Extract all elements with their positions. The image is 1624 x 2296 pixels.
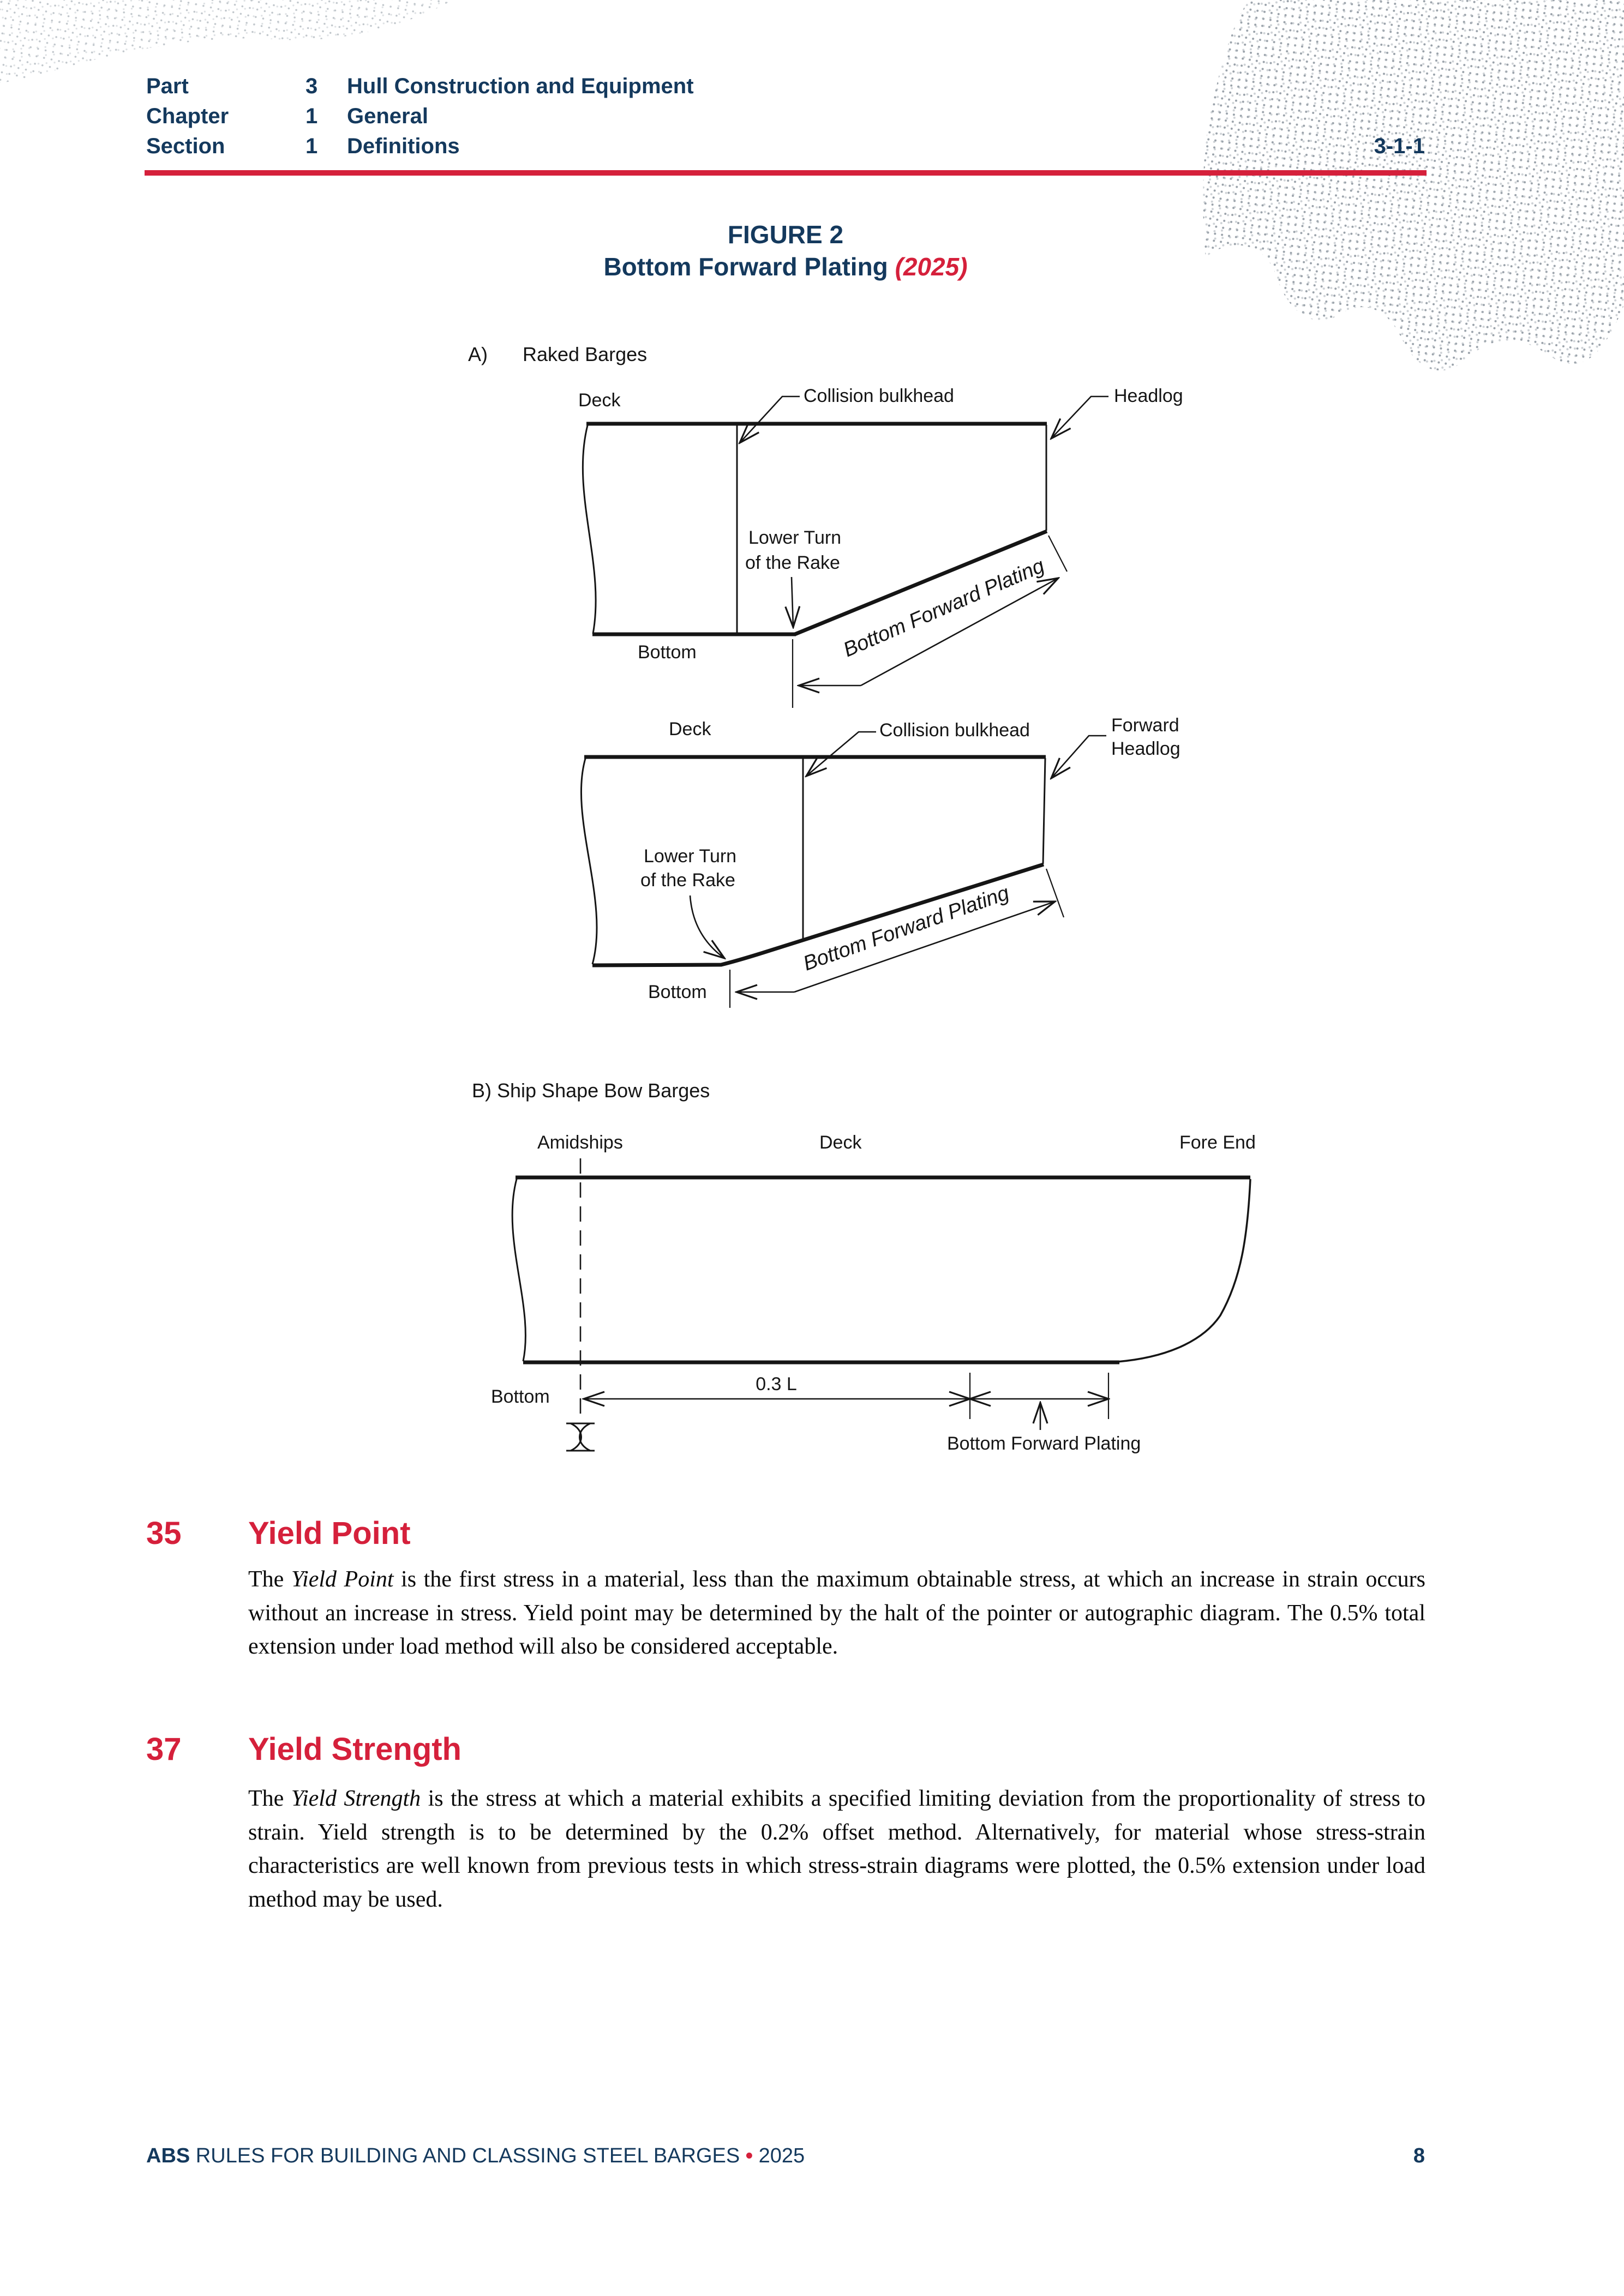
header-row-chapter <box>146 104 428 128</box>
header-chapter-label: Chapter <box>146 104 229 128</box>
footer-year: 2025 <box>753 2144 805 2167</box>
bottom-label: Bottom <box>638 642 697 663</box>
header-row-part <box>146 74 694 98</box>
fore-end-label: Fore End <box>1179 1132 1256 1153</box>
header-row-section <box>146 134 460 158</box>
plating-label: Bottom Forward Plating <box>800 881 1012 976</box>
section-number: 35 <box>146 1516 182 1551</box>
diagram-raked-barge-2 <box>581 715 1180 1008</box>
plating-label: Bottom Forward Plating <box>947 1433 1141 1454</box>
section-35-paragraph <box>248 1563 1425 1664</box>
figure-title: FIGURE 2 <box>727 220 844 249</box>
part-a-title: Raked Barges <box>523 343 648 365</box>
header-part-label: Part <box>146 74 189 98</box>
hull-break-line <box>512 1179 525 1361</box>
deck-label: Deck <box>819 1132 862 1153</box>
forward-headlog-label-2: Headlog <box>1111 738 1180 759</box>
collision-bulkhead-leader <box>806 732 876 776</box>
amidships-symbol-icon <box>566 1423 595 1451</box>
header-part-title: Hull Construction and Equipment <box>347 74 694 98</box>
bow-curve <box>1117 1179 1250 1362</box>
lower-turn-label-2: of the Rake <box>640 870 735 891</box>
paragraph-body: is the stress at which a material exhibits a specified limiting deviation from the proportionality of stress to strain. Yield strength is to be determined by the 0.2% offset method. Alternatively, for material whose stress-strain characteristics are well known from previous tests in which stress-strain diagrams were plotted, the 0.5% extension under load method may be used. <box>248 1786 1425 1912</box>
lower-turn-arrow <box>792 577 793 627</box>
header-section-label: Section <box>146 134 225 158</box>
amidships-label: Amidships <box>537 1132 623 1153</box>
deck-label: Deck <box>578 390 621 411</box>
extension-line <box>1046 869 1064 917</box>
figure-subtitle-text: Bottom Forward Plating <box>603 253 895 281</box>
forward-headlog-leader <box>1051 736 1106 778</box>
dimension-03l-label: 0.3 L <box>756 1374 797 1395</box>
paragraph-lead: The <box>248 1786 284 1811</box>
forward-headlog-label-1: Forward <box>1111 715 1179 736</box>
headlog-label: Headlog <box>1114 386 1183 406</box>
headlog-leader <box>1051 396 1108 438</box>
part-b-title: B) Ship Shape Bow Barges <box>472 1079 710 1102</box>
section-37-heading <box>146 1733 1428 1766</box>
paragraph-lead: The <box>248 1567 284 1592</box>
section-37-paragraph <box>248 1782 1425 1916</box>
hull-break-line <box>581 759 597 964</box>
diagram-raked-barge-1 <box>468 343 1183 708</box>
lower-turn-label-2: of the Rake <box>745 552 840 573</box>
page-number: 8 <box>1413 2144 1425 2167</box>
collision-bulkhead-leader <box>740 396 800 443</box>
deck-label: Deck <box>669 719 711 740</box>
footer-bullet: • <box>745 2144 753 2167</box>
hull-break-line <box>583 425 596 634</box>
paragraph-term: Yield Point <box>291 1567 394 1592</box>
section-title: Yield Point <box>248 1516 411 1551</box>
footer-text: RULES FOR BUILDING AND CLASSING STEEL BARGES <box>190 2144 746 2167</box>
section-title: Yield Strength <box>248 1732 462 1767</box>
extension-line <box>1048 536 1067 572</box>
lower-turn-label-1: Lower Turn <box>748 527 842 548</box>
header-part-number: 3 <box>305 74 318 98</box>
bottom-label: Bottom <box>491 1386 550 1407</box>
section-number: 37 <box>146 1732 182 1767</box>
forward-headlog-line <box>1043 758 1045 864</box>
header-rule <box>145 170 1427 176</box>
collision-bulkhead-label: Collision bulkhead <box>879 720 1030 741</box>
figure-subtitle <box>145 253 1427 280</box>
figure-diagrams <box>447 327 1331 1483</box>
lower-turn-arrow <box>690 895 724 958</box>
bottom-label: Bottom <box>648 982 707 1002</box>
paragraph-body: is the first stress in a material, less than the maximum obtainable stress, at which an increase in strain occurs without an increase in stress. Yield point may be determined by the halt of the pointer or autographic diagram. The 0.5% total extension under load method will also be considered acceptable. <box>248 1567 1425 1659</box>
diagram-ship-shape-bow <box>472 1079 1256 1454</box>
header-section-number: 1 <box>305 134 318 158</box>
header-section-title: Definitions <box>347 134 460 158</box>
page-ref: 3-1-1 <box>1374 134 1425 158</box>
collision-bulkhead-label: Collision bulkhead <box>804 386 954 406</box>
figure-subtitle-year: (2025) <box>895 253 968 281</box>
section-35-heading <box>146 1517 1428 1550</box>
header-chapter-number: 1 <box>305 104 318 128</box>
page-footer <box>146 2144 1425 2167</box>
header-chapter-title: General <box>347 104 428 128</box>
part-a-label: A) <box>468 343 488 365</box>
footer-brand: ABS <box>146 2144 190 2167</box>
paragraph-term: Yield Strength <box>291 1786 421 1811</box>
lower-turn-label-1: Lower Turn <box>644 846 737 867</box>
plating-label: Bottom Forward Plating <box>840 554 1048 662</box>
